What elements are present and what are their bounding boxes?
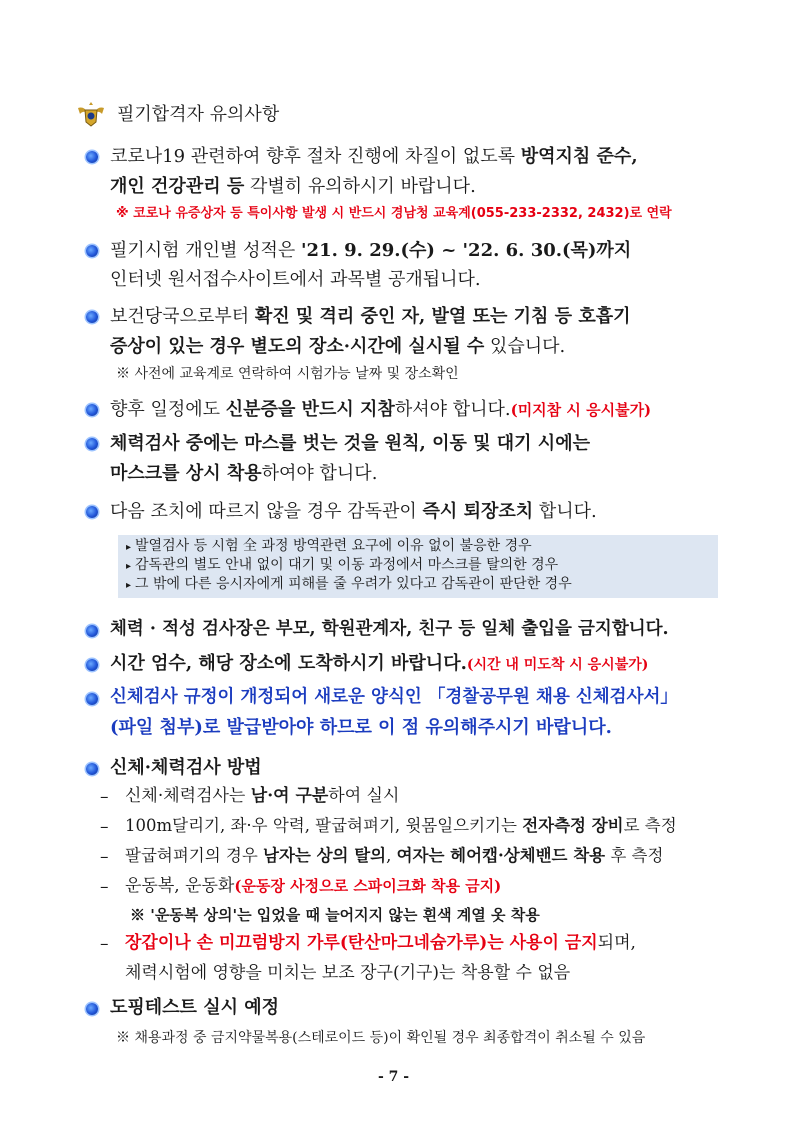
note: ※ 사전에 교육계로 연락하여 시험가능 날짜 및 장소확인 (116, 366, 459, 382)
item-text: (파일 첨부)로 발급받아야 하므로 이 점 유의해주시기 바랍니다. (110, 717, 612, 738)
list-item: ▸ 그 밖에 다른 응시자에게 피해를 줄 우려가 있다고 감독관이 판단한 경우 (126, 576, 572, 592)
police-emblem-icon (76, 102, 106, 128)
bullet-icon (86, 1003, 98, 1015)
method-item: 팔굽혀펴기의 경우 남자는 상의 탈의, 여자는 헤어캡·상체밴드 착용 후 측정 (125, 846, 664, 865)
item-text: 향후 일정에도 신분증을 반드시 지참하셔야 합니다.(미지참 시 응시불가) (110, 399, 652, 420)
item-text: 마스크를 상시 착용하여야 합니다. (110, 463, 378, 484)
note: ※ 채용과정 중 금지약물복용(스테로이드 등)이 확인될 경우 최종합격이 취소될 수 있음 (116, 1030, 646, 1046)
subsection-title: 도핑테스트 실시 예정 (110, 997, 280, 1018)
method-item: 신체·체력검사는 남·여 구분하여 실시 (125, 786, 400, 806)
item-text: 필기시험 개인별 성적은 '21. 9. 29.(수) ~ '22. 6. 30.(목)까지 (110, 240, 632, 261)
item-text: 개인 건강관리 등 각별히 유의하시기 바랍니다. (110, 176, 476, 197)
method-item: 장갑이나 손 미끄럼방지 가루(탄산마그네슘가루)는 사용이 금지되며, (125, 933, 636, 953)
dash-icon: – (100, 787, 109, 807)
method-item: 100m달리기, 좌·우 악력, 팔굽혀펴기, 윗몸일으키기는 전자측정 장비로 측정 (125, 816, 677, 835)
bullet-icon (86, 625, 98, 637)
bullet-icon (86, 659, 98, 671)
item-text: 증상이 있는 경우 별도의 장소·시간에 실시될 수 있습니다. (110, 336, 566, 357)
item-text: 인터넷 원서접수사이트에서 과목별 공개됩니다. (110, 269, 481, 290)
violation-list-box (118, 535, 718, 598)
item-text: 다음 조치에 따르지 않을 경우 감독관이 즉시 퇴장조치 합니다. (110, 501, 597, 522)
bullet-icon (86, 693, 98, 705)
item-text: 체력검사 중에는 마스를 벗는 것을 원칙, 이동 및 대기 시에는 (110, 433, 590, 454)
item-text: 시간 엄수, 해당 장소에 도착하시기 바랍니다.(시간 내 미도착 시 응시불가) (110, 653, 649, 674)
section-title: 필기합격자 유의사항 (117, 104, 280, 125)
list-item: ▸ 감독관의 별도 안내 없이 대기 및 이동 과정에서 마스크를 탈의한 경우 (126, 557, 559, 573)
item-text: 보건당국으로부터 확진 및 격리 중인 자, 발열 또는 기침 등 호흡기 (110, 306, 631, 327)
list-item: ▸ 발열검사 등 시험 全 과정 방역관련 요구에 이유 없이 불응한 경우 (126, 538, 532, 554)
bullet-icon (86, 438, 98, 450)
method-item: 운동복, 운동화(운동장 사정으로 스파이크화 착용 금지) (125, 876, 502, 896)
dash-icon: – (100, 934, 109, 954)
item-text: 체력 · 적성 검사장은 부모, 학원관계자, 친구 등 일체 출입을 금지합니다. (110, 619, 669, 639)
bullet-icon (86, 245, 98, 257)
note: ※ '운동복 상의'는 입었을 때 늘어지지 않는 흰색 계열 옷 착용 (130, 906, 540, 924)
item-text: 신체검사 규정이 개정되어 새로운 양식인 「경찰공무원 채용 신체검사서」 (110, 687, 678, 707)
item-text: 코로나19 관련하여 향후 절차 진행에 차질이 없도록 방역지침 준수, (110, 146, 638, 167)
bullet-icon (86, 404, 98, 416)
subsection-title: 신체·체력검사 방법 (110, 757, 262, 778)
page-number: - 7 - (378, 1069, 410, 1085)
dash-icon: – (100, 817, 109, 837)
dash-icon: – (100, 847, 109, 867)
bullet-icon (86, 506, 98, 518)
bullet-icon (86, 763, 98, 775)
contact-note: ※ 코로나 유증상자 등 특이사항 발생 시 반드시 경남청 교육계(055-233-2332, 2432)로 연락 (116, 206, 672, 221)
bullet-icon (86, 311, 98, 323)
bullet-icon (86, 151, 98, 163)
dash-icon: – (100, 877, 109, 897)
method-item: 체력시험에 영향을 미치는 보조 장구(기구)는 착용할 수 없음 (125, 963, 571, 983)
